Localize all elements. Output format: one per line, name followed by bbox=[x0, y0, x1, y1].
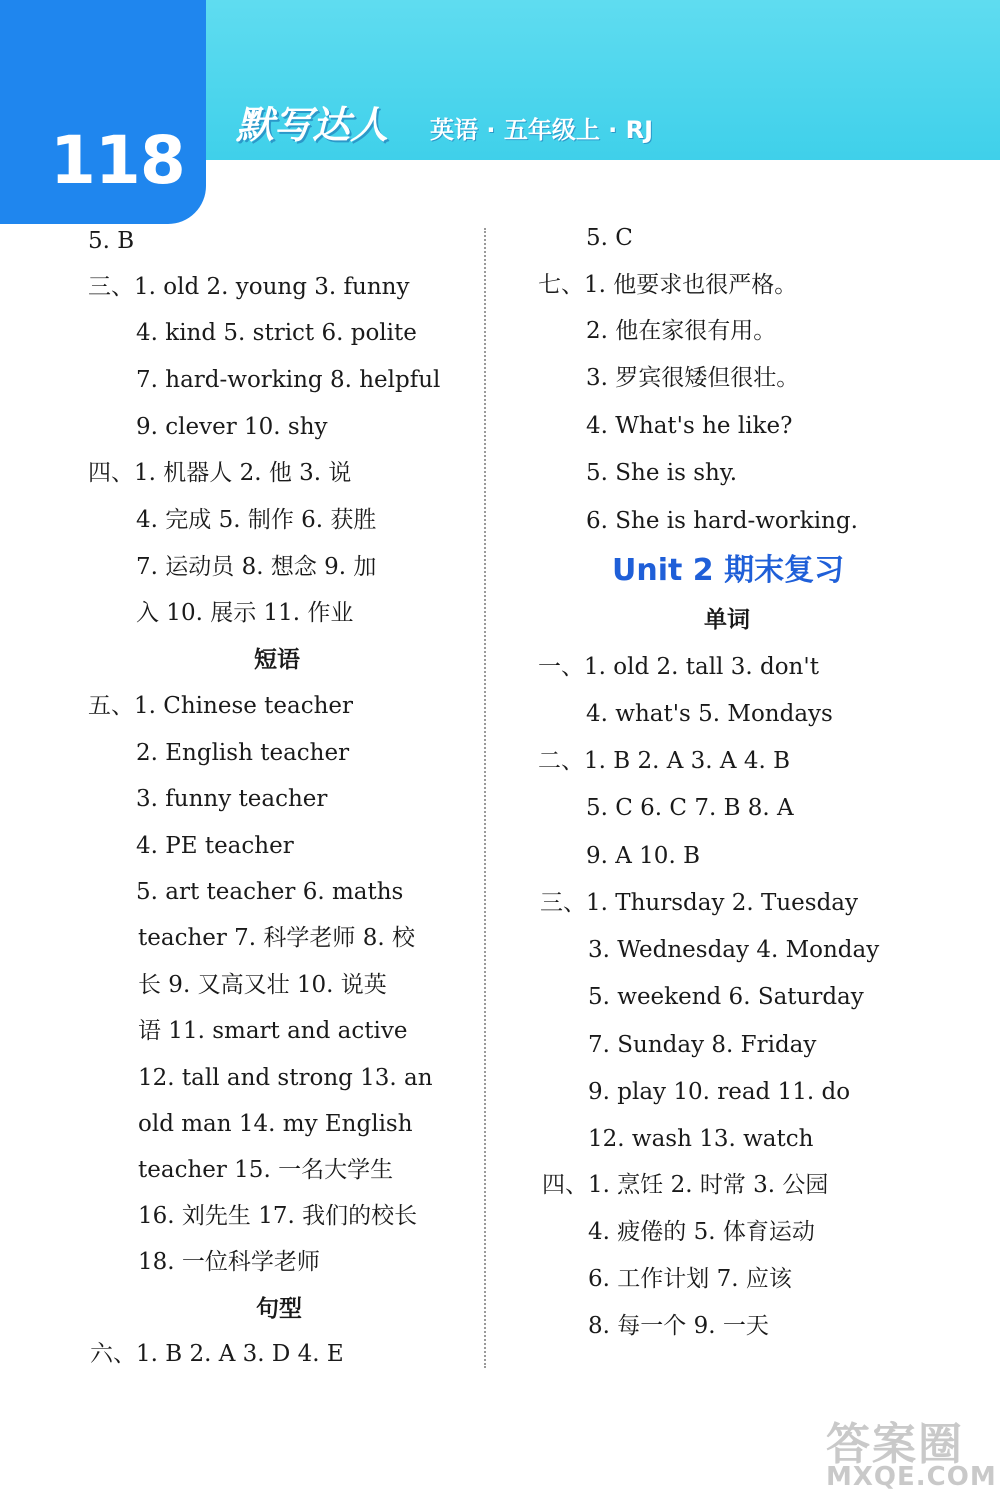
answer-line: 3. Wednesday 4. Monday bbox=[588, 937, 880, 963]
answer-line: 语 11. smart and active bbox=[138, 1018, 408, 1044]
section-heading: 单词 bbox=[704, 606, 750, 633]
answer-line: 6. She is hard-working. bbox=[586, 508, 858, 534]
page-number: 118 bbox=[50, 122, 185, 199]
answer-line: 三、1. old 2. young 3. funny bbox=[88, 274, 410, 300]
answer-line: 长 9. 又高又壮 10. 说英 bbox=[138, 972, 387, 998]
answer-line: 4. kind 5. strict 6. polite bbox=[136, 320, 417, 346]
answer-line: 4. 疲倦的 5. 体育运动 bbox=[588, 1219, 815, 1245]
answer-line: 三、1. Thursday 2. Tuesday bbox=[540, 890, 859, 916]
watermark-text: 答案圈 bbox=[826, 1419, 964, 1470]
answer-line: 5. She is shy. bbox=[586, 460, 738, 486]
answer-line: 4. PE teacher bbox=[136, 833, 294, 859]
answer-line: 四、1. 烹饪 2. 时常 3. 公园 bbox=[542, 1172, 829, 1198]
book-subtitle: 英语 · 五年级上 · RJ bbox=[430, 116, 654, 144]
answer-line: 入 10. 展示 11. 作业 bbox=[136, 600, 354, 626]
answer-line: 7. Sunday 8. Friday bbox=[588, 1032, 817, 1058]
answer-line: 3. funny teacher bbox=[136, 786, 328, 812]
answer-line: 四、1. 机器人 2. 他 3. 说 bbox=[88, 460, 352, 486]
section-heading: 短语 bbox=[254, 646, 300, 673]
watermark-url: MXQE.COM bbox=[826, 1462, 997, 1492]
answer-line: 4. what's 5. Mondays bbox=[586, 701, 833, 727]
answer-line: teacher 7. 科学老师 8. 校 bbox=[138, 925, 415, 951]
answer-line: 2. English teacher bbox=[136, 740, 350, 766]
answer-line: 一、1. old 2. tall 3. don't bbox=[538, 654, 819, 680]
answer-line: 七、1. 他要求也很严格。 bbox=[538, 272, 798, 298]
answer-line: 16. 刘先生 17. 我们的校长 bbox=[138, 1203, 418, 1229]
answer-line: 5. art teacher 6. maths bbox=[136, 879, 404, 905]
section-heading: 句型 bbox=[256, 1295, 302, 1322]
answer-line: 8. 每一个 9. 一天 bbox=[588, 1313, 769, 1339]
answer-line: 五、1. Chinese teacher bbox=[88, 693, 354, 719]
answer-line: 12. wash 13. watch bbox=[588, 1126, 814, 1152]
answer-line: 六、1. B 2. A 3. D 4. E bbox=[90, 1341, 344, 1367]
answer-line: 9. A 10. B bbox=[586, 843, 700, 869]
answer-line: 5. C bbox=[586, 225, 633, 251]
answer-line: 18. 一位科学老师 bbox=[138, 1249, 320, 1275]
answer-line: 5. B bbox=[88, 228, 135, 254]
answer-line: 二、1. B 2. A 3. A 4. B bbox=[538, 748, 790, 774]
answer-line: 5. weekend 6. Saturday bbox=[588, 984, 864, 1010]
answer-line: 4. 完成 5. 制作 6. 获胜 bbox=[136, 507, 377, 533]
answer-line: 2. 他在家很有用。 bbox=[586, 318, 777, 344]
answer-line: 4. What's he like? bbox=[586, 413, 793, 439]
watermark-logo bbox=[820, 1408, 997, 1498]
answer-line: 9. clever 10. shy bbox=[136, 414, 328, 440]
answer-line: 6. 工作计划 7. 应该 bbox=[588, 1266, 792, 1292]
answer-line: 7. hard-working 8. helpful bbox=[136, 367, 441, 393]
answer-line: 3. 罗宾很矮但很壮。 bbox=[586, 365, 800, 391]
answer-line: 9. play 10. read 11. do bbox=[588, 1079, 851, 1105]
column-divider bbox=[484, 228, 486, 1368]
answer-line: old man 14. my English bbox=[138, 1111, 413, 1137]
answer-line: 7. 运动员 8. 想念 9. 加 bbox=[136, 554, 377, 580]
answer-line: 5. C 6. C 7. B 8. A bbox=[586, 795, 794, 821]
unit-title: Unit 2 期末复习 bbox=[612, 553, 845, 588]
brand-title: 默写达人 bbox=[236, 103, 389, 147]
answer-line: teacher 15. 一名大学生 bbox=[138, 1157, 394, 1183]
answer-line: 12. tall and strong 13. an bbox=[138, 1065, 433, 1091]
